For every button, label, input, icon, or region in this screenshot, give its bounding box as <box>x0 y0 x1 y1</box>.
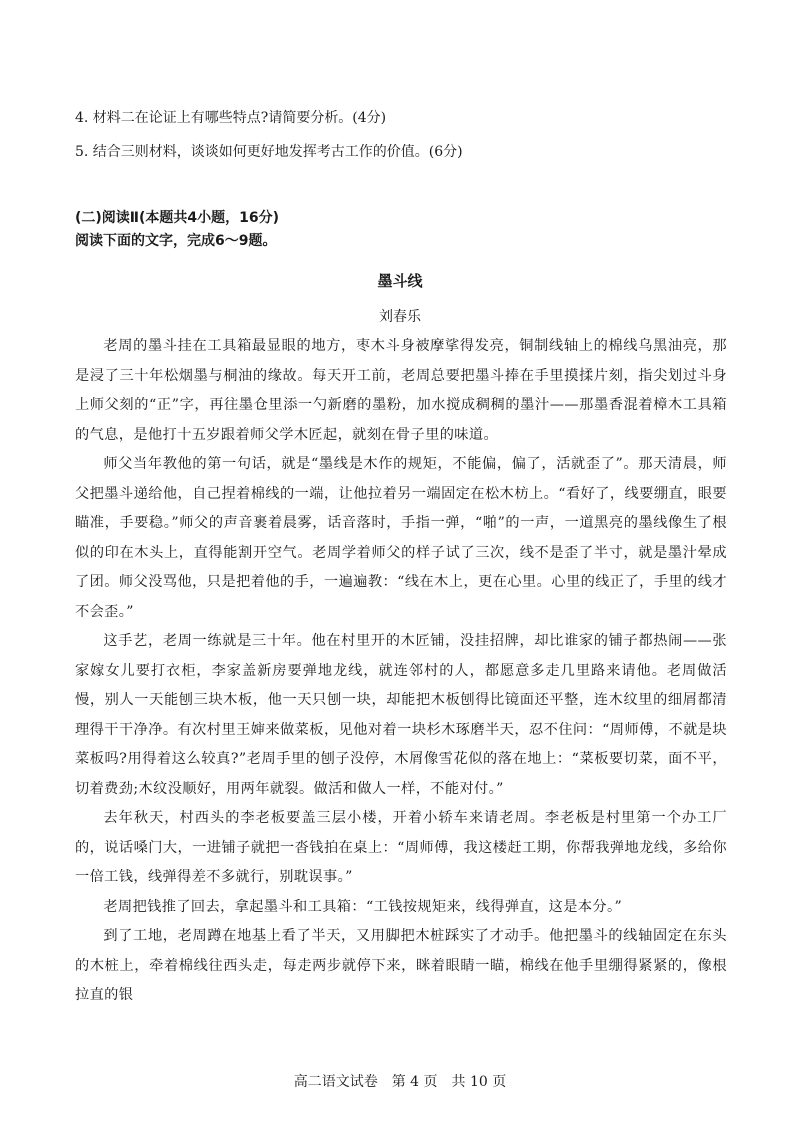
section-heading: (二)阅读Ⅱ(本题共4小题，16分) <box>75 210 280 226</box>
page-footer: 高二语文试卷 第 4 页 共 10 页 <box>293 1074 507 1090</box>
paragraph: 到了工地，老周蹲在地基上看了半天，又用脚把木桩踩实了才动手。他把墨斗的线轴固定在东头的木桩上，牵着棉线往西头走，每走两步就停下来，眯着眼睛一瞄，棉线在他手里绷得紧紧的，像根拉直的银 <box>75 928 727 1003</box>
paragraph: 这手艺，老周一练就是三十年。他在村里开的木匠铺，没挂招牌，却比谁家的铺子都热闹——张家嫁女儿要打衣柜，李家盖新房要弹地龙线，就连邻村的人，都愿意多走几里路来请他。老周做活慢，别人一天能刨三块木板，他一天只刨一块，却能把木板刨得比镜面还平整，连木纹里的细屑都清理得干干净净。有次村里王婶来做菜板，见他对着一块杉木琢磨半天，忍不住问：“周师傅，不就是块菜板吗?用得着这么较真?”老周手里的刨子没停，木屑像雪花似的落在地上：“菜板要切菜，面不平，切着费劲;木纹没顺好，用两年就裂。做活和做人一样，不能对付。” <box>75 633 727 797</box>
question-4: 4. 材料二在论证上有哪些特点?请简要分析。(4分) <box>75 110 387 126</box>
paragraph: 老周把钱推了回去，拿起墨斗和工具箱：“工钱按规矩来，线得弹直，这是本分。” <box>103 898 623 915</box>
question-5: 5. 结合三则材料，谈谈如何更好地发挥考古工作的价值。(6分) <box>75 144 463 160</box>
article-body <box>75 332 727 1011</box>
section-instruction: 阅读下面的文字，完成6～9题。 <box>75 233 277 249</box>
article-author: 刘春乐 <box>379 309 421 325</box>
paragraph: 去年秋天，村西头的李老板要盖三层小楼，开着小轿车来请老周。李老板是村里第一个办工厂的，说话嗓门大，一进铺子就把一沓钱拍在桌上：“周师傅，我这楼赶工期，你帮我弹地龙线，多给你一倍工钱，线弹得差不多就行，别耽误事。” <box>75 810 727 885</box>
article-title: 墨斗线 <box>377 272 423 290</box>
paragraph: 老周的墨斗挂在工具箱最显眼的地方，枣木斗身被摩挲得发亮，铜制线轴上的棉线乌黑油亮，那是浸了三十年松烟墨与桐油的缘故。每天开工前，老周总要把墨斗捧在手里摸揉片刻，指尖划过斗身上师父刻的“正”字，再往墨仓里添一勺新磨的墨粉，加水搅成稠稠的墨汁——那墨香混着樟木工具箱的气息，是他打十五岁跟着师父学木匠起，就刻在骨子里的味道。 <box>75 338 727 443</box>
paragraph: 师父当年教他的第一句话，就是“墨线是木作的规矩，不能偏，偏了，活就歪了”。那天清晨，师父把墨斗递给他，自己捏着棉线的一端，让他拉着另一端固定在松木枋上。“看好了，线要绷直，眼要瞄准，手要稳。”师父的声音裹着晨雾，话音落时，手指一弹，“啪”的一声，一道黑亮的墨线像生了根似的印在木头上，直得能割开空气。老周学着师父的样子试了三次，线不是歪了半寸，就是墨汁晕成了团。师父没骂他，只是把着他的手，一遍遍教：“线在木上，更在心里。心里的线正了，手里的线才不会歪。” <box>75 456 727 620</box>
